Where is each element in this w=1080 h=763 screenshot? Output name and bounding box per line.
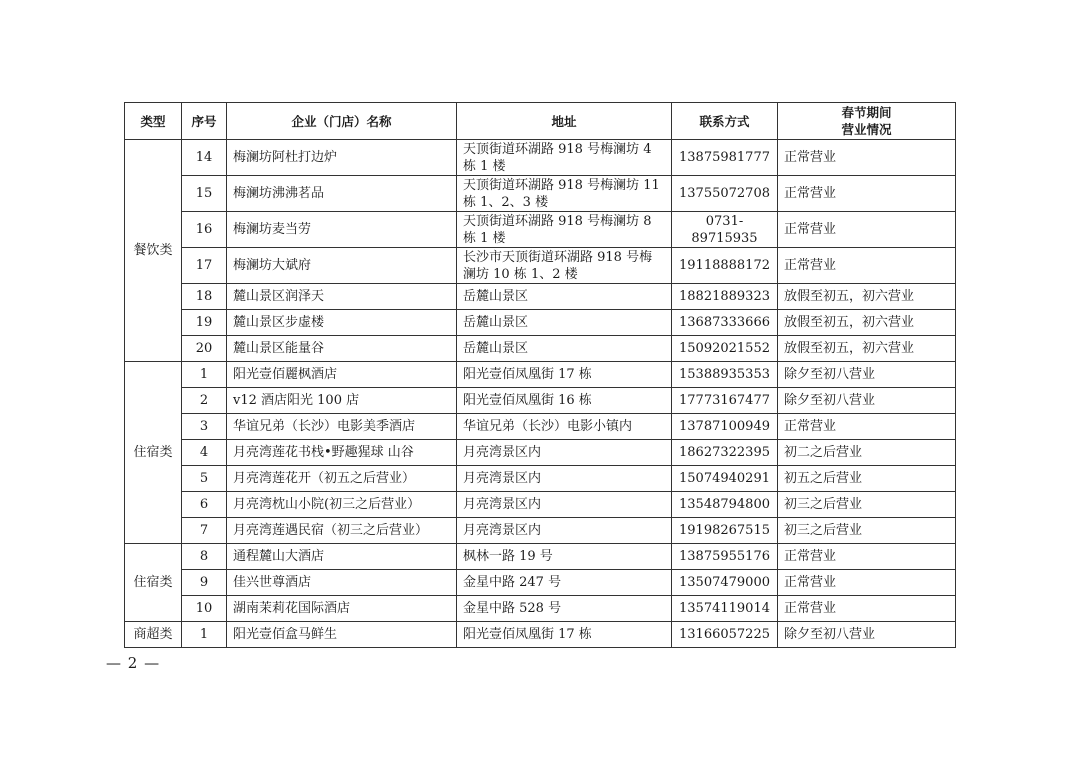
row-status: 放假至初五，初六营业 (778, 336, 956, 362)
row-no: 18 (182, 284, 227, 310)
row-address: 长沙市天顶街道环湖路 918 号梅澜坊 10 栋 1、2 楼 (457, 248, 672, 284)
row-status: 除夕至初八营业 (778, 388, 956, 414)
row-status: 正常营业 (778, 570, 956, 596)
table-row (125, 492, 956, 518)
row-address: 阳光壹佰凤凰街 16 栋 (457, 388, 672, 414)
row-no: 2 (182, 388, 227, 414)
row-phone: 13875981777 (672, 140, 778, 176)
row-address: 岳麓山景区 (457, 284, 672, 310)
table-row (125, 284, 956, 310)
row-no: 3 (182, 414, 227, 440)
header-status-line2: 营业情况 (841, 122, 892, 137)
row-name: 麓山景区润泽天 (227, 284, 457, 310)
row-phone: 13755072708 (672, 176, 778, 212)
row-phone: 18821889323 (672, 284, 778, 310)
row-no: 1 (182, 622, 227, 648)
row-no: 7 (182, 518, 227, 544)
header-no: 序号 (182, 103, 227, 140)
row-name: 月亮湾枕山小院(初三之后营业） (227, 492, 457, 518)
table-row (125, 596, 956, 622)
table-row (125, 212, 956, 248)
row-status: 初三之后营业 (778, 492, 956, 518)
row-status: 除夕至初八营业 (778, 362, 956, 388)
row-address: 金星中路 528 号 (457, 596, 672, 622)
row-name: 麓山景区能量谷 (227, 336, 457, 362)
row-phone: 13166057225 (672, 622, 778, 648)
row-phone: 15388935353 (672, 362, 778, 388)
row-name: 梅澜坊沸沸茗品 (227, 176, 457, 212)
table-row (125, 336, 956, 362)
row-address: 阳光壹佰凤凰街 17 栋 (457, 362, 672, 388)
row-name: 梅澜坊阿杜打边炉 (227, 140, 457, 176)
row-no: 9 (182, 570, 227, 596)
header-type: 类型 (125, 103, 182, 140)
category-cell: 商超类 (125, 622, 182, 648)
row-phone: 18627322395 (672, 440, 778, 466)
row-address: 枫林一路 19 号 (457, 544, 672, 570)
row-name: 湖南茉莉花国际酒店 (227, 596, 457, 622)
header-address: 地址 (457, 103, 672, 140)
table-row (125, 310, 956, 336)
header-status-line1: 春节期间 (841, 105, 892, 120)
row-address: 月亮湾景区内 (457, 492, 672, 518)
table-row (125, 518, 956, 544)
row-phone: 13787100949 (672, 414, 778, 440)
row-status: 正常营业 (778, 248, 956, 284)
row-no: 15 (182, 176, 227, 212)
row-status: 正常营业 (778, 544, 956, 570)
table-row (125, 466, 956, 492)
row-status: 正常营业 (778, 414, 956, 440)
row-name: 阳光壹佰麗枫酒店 (227, 362, 457, 388)
row-address: 金星中路 247 号 (457, 570, 672, 596)
row-no: 8 (182, 544, 227, 570)
row-status: 初五之后营业 (778, 466, 956, 492)
row-status: 正常营业 (778, 176, 956, 212)
category-cell: 餐饮类 (125, 140, 182, 362)
row-no: 4 (182, 440, 227, 466)
row-status: 初三之后营业 (778, 518, 956, 544)
business-hours-table (124, 102, 956, 648)
header-name: 企业（门店）名称 (227, 103, 457, 140)
row-no: 14 (182, 140, 227, 176)
row-name: 月亮湾莲遇民宿（初三之后营业） (227, 518, 457, 544)
row-no: 1 (182, 362, 227, 388)
row-no: 17 (182, 248, 227, 284)
row-name: 梅澜坊麦当劳 (227, 212, 457, 248)
row-status: 正常营业 (778, 212, 956, 248)
row-name: 月亮湾莲花书栈•野趣猩球 山谷 (227, 440, 457, 466)
row-no: 20 (182, 336, 227, 362)
row-phone: 13548794800 (672, 492, 778, 518)
row-status: 初二之后营业 (778, 440, 956, 466)
row-address: 天顶街道环湖路 918 号梅澜坊 11 栋 1、2、3 楼 (457, 176, 672, 212)
row-phone: 13574119014 (672, 596, 778, 622)
row-status: 正常营业 (778, 140, 956, 176)
table-row (125, 140, 956, 176)
row-status: 正常营业 (778, 596, 956, 622)
row-phone: 17773167477 (672, 388, 778, 414)
category-cell: 住宿类 (125, 544, 182, 622)
row-name: 通程麓山大酒店 (227, 544, 457, 570)
row-status: 放假至初五，初六营业 (778, 310, 956, 336)
row-address: 阳光壹佰凤凰街 17 栋 (457, 622, 672, 648)
table-row (125, 570, 956, 596)
row-address: 岳麓山景区 (457, 336, 672, 362)
table-row (125, 176, 956, 212)
row-status: 放假至初五，初六营业 (778, 284, 956, 310)
row-phone: 19118888172 (672, 248, 778, 284)
row-no: 19 (182, 310, 227, 336)
row-address: 月亮湾景区内 (457, 440, 672, 466)
table-row (125, 362, 956, 388)
row-phone: 19198267515 (672, 518, 778, 544)
row-phone: 0731-89715935 (672, 212, 778, 248)
row-name: v12 酒店阳光 100 店 (227, 388, 457, 414)
row-name: 麓山景区步虚楼 (227, 310, 457, 336)
row-address: 月亮湾景区内 (457, 466, 672, 492)
row-address: 岳麓山景区 (457, 310, 672, 336)
row-phone: 13875955176 (672, 544, 778, 570)
table-row (125, 622, 956, 648)
table-row (125, 414, 956, 440)
row-status: 除夕至初八营业 (778, 622, 956, 648)
category-cell: 住宿类 (125, 362, 182, 544)
row-name: 华谊兄弟（长沙）电影美季酒店 (227, 414, 457, 440)
row-name: 佳兴世尊酒店 (227, 570, 457, 596)
row-no: 6 (182, 492, 227, 518)
row-name: 月亮湾莲花开（初五之后营业） (227, 466, 457, 492)
row-name: 梅澜坊大斌府 (227, 248, 457, 284)
row-no: 10 (182, 596, 227, 622)
row-phone: 13687333666 (672, 310, 778, 336)
row-address: 月亮湾景区内 (457, 518, 672, 544)
header-contact: 联系方式 (672, 103, 778, 140)
row-phone: 13507479000 (672, 570, 778, 596)
page-number: — 2 — (106, 654, 161, 672)
table-row (125, 248, 956, 284)
row-no: 16 (182, 212, 227, 248)
row-address: 天顶街道环湖路 918 号梅澜坊 8 栋 1 楼 (457, 212, 672, 248)
row-phone: 15092021552 (672, 336, 778, 362)
table-header-row (125, 103, 956, 140)
row-name: 阳光壹佰盒马鲜生 (227, 622, 457, 648)
table-row (125, 440, 956, 466)
row-address: 华谊兄弟（长沙）电影小镇内 (457, 414, 672, 440)
row-address: 天顶街道环湖路 918 号梅澜坊 4 栋 1 楼 (457, 140, 672, 176)
row-no: 5 (182, 466, 227, 492)
table-row (125, 388, 956, 414)
header-status (778, 103, 956, 140)
row-phone: 15074940291 (672, 466, 778, 492)
table-row (125, 544, 956, 570)
